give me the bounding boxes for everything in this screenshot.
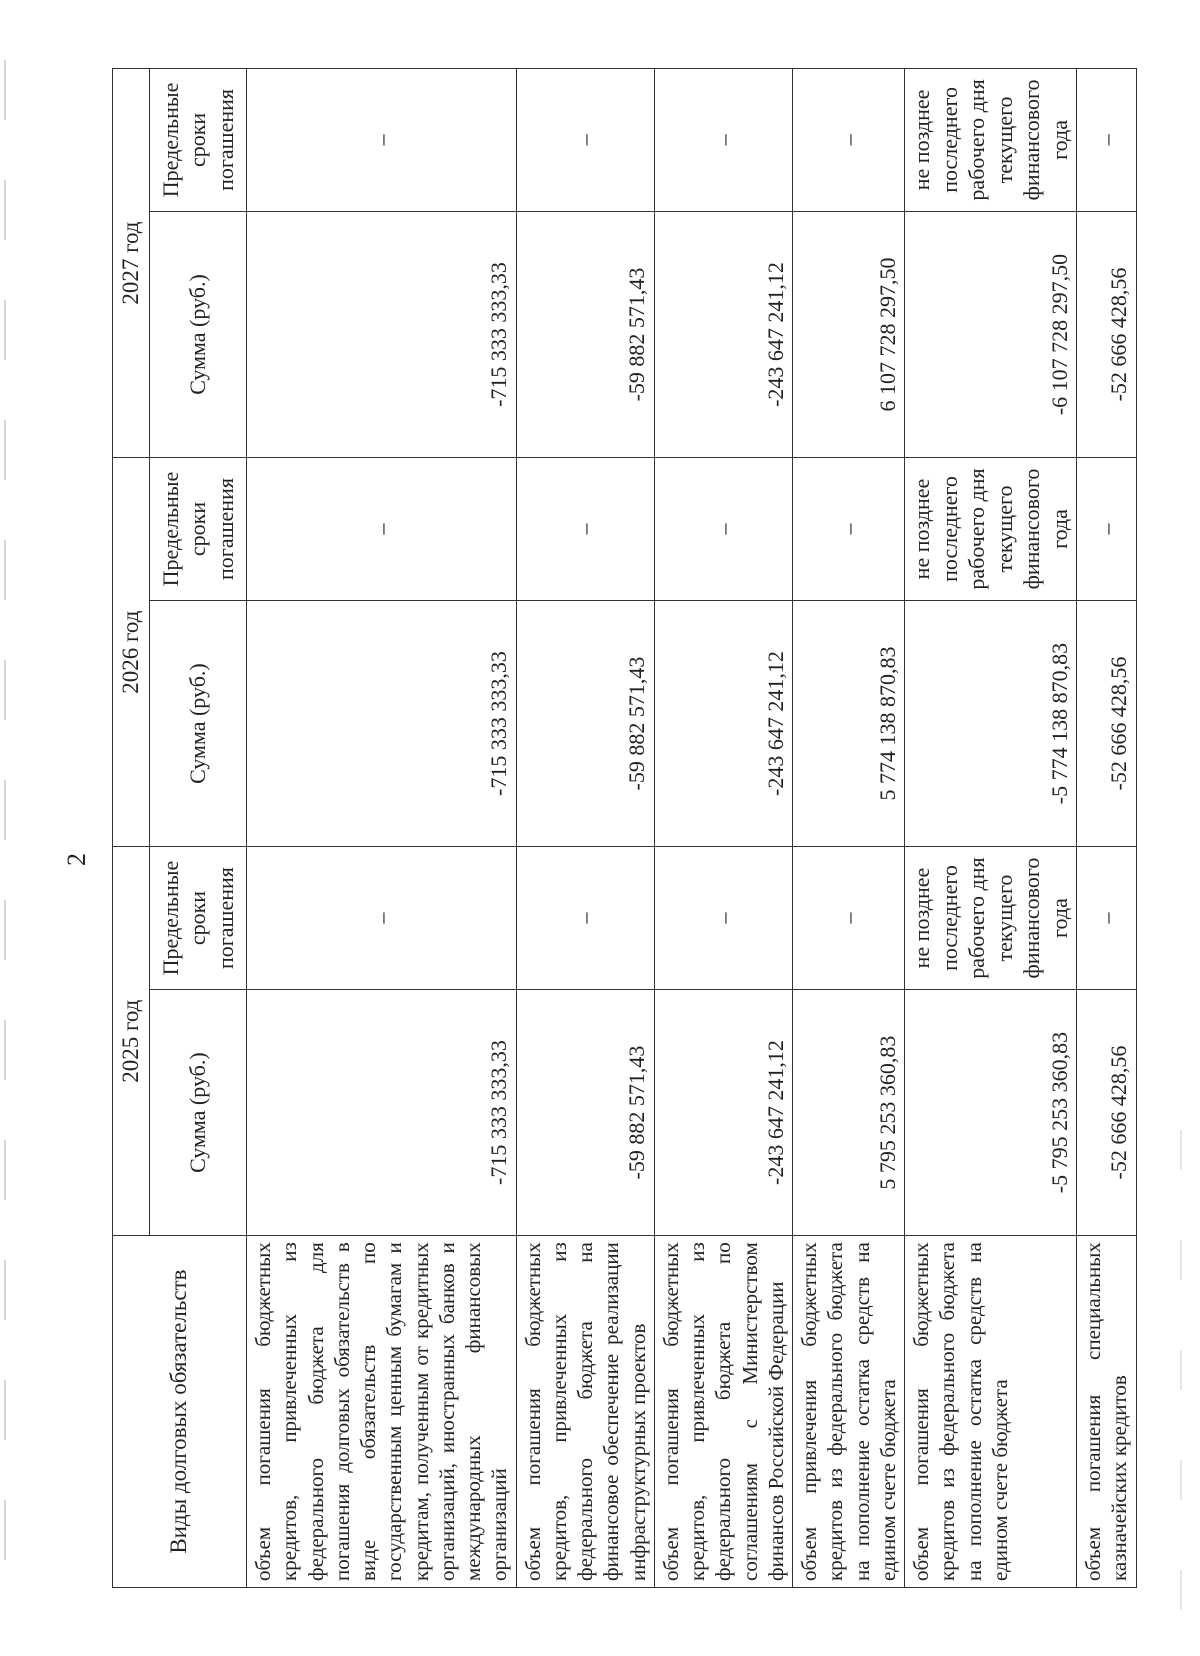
- sum-cell: -715 333 333,33: [247, 211, 517, 457]
- header-sum-2025: Сумма (руб.): [150, 989, 247, 1235]
- sum-cell: -243 647 241,12: [654, 989, 792, 1235]
- sum-cell: -5 774 138 870,83: [905, 600, 1077, 846]
- term-cell: не позднее последнего рабочего дня текущего финансового года: [905, 847, 1077, 990]
- table-row: [516, 69, 654, 1588]
- term-cell: –: [793, 847, 905, 990]
- debt-type-cell: объем привлечения бюджетных кредитов из федерального бюджета на пополнение остатка средств на едином счете бюджета: [793, 1236, 905, 1588]
- term-cell: не позднее последнего рабочего дня текущего финансового года: [905, 69, 1077, 212]
- sum-cell: -52 666 428,56: [1077, 600, 1137, 846]
- sum-cell: -715 333 333,33: [247, 600, 517, 846]
- debt-obligations-table: [112, 68, 1137, 1588]
- header-years-row: [113, 69, 150, 1588]
- sum-cell: -59 882 571,43: [516, 211, 654, 457]
- sum-cell: -5 795 253 360,83: [905, 989, 1077, 1235]
- sum-cell: -52 666 428,56: [1077, 989, 1137, 1235]
- table-row: [654, 69, 792, 1588]
- term-cell: –: [654, 847, 792, 990]
- sum-cell: -243 647 241,12: [654, 211, 792, 457]
- debt-type-cell: объем погашения бюджетных кредитов из федерального бюджета на пополнение остатка средств на едином счете бюджета: [905, 1236, 1077, 1588]
- debt-type-cell: объем погашения специальных казначейских кредитов: [1077, 1236, 1137, 1588]
- debt-type-cell: объем погашения бюджетных кредитов, привлеченных из федерального бюджета по соглашениям с Министерством финансов Российской Федерации: [654, 1236, 792, 1588]
- term-cell: –: [793, 69, 905, 212]
- term-cell: –: [1077, 69, 1137, 212]
- term-cell: –: [247, 458, 517, 601]
- term-cell: не позднее последнего рабочего дня текущего финансового года: [905, 458, 1077, 601]
- header-sum-2026: Сумма (руб.): [150, 600, 247, 846]
- term-cell: –: [654, 458, 792, 601]
- header-year-2025: 2025 год: [113, 847, 150, 1236]
- table-row: [793, 69, 905, 1588]
- sum-cell: -59 882 571,43: [516, 989, 654, 1235]
- sum-cell: 5 774 138 870,83: [793, 600, 905, 846]
- header-term-2027: Предельные сроки погашения: [150, 69, 247, 212]
- debt-type-cell: объем погашения бюджетных кредитов, привлеченных из федерального бюджета для погашения долговых обязательств в виде обязательств по государственным ценным бумагам и кредитам, полученным от кредитных организаций, иностранных банков и международных финансовых организаций: [247, 1236, 517, 1588]
- header-sum-2027: Сумма (руб.): [150, 211, 247, 457]
- page-number: 2: [62, 853, 91, 866]
- sum-cell: -52 666 428,56: [1077, 211, 1137, 457]
- term-cell: –: [1077, 847, 1137, 990]
- sum-cell: -715 333 333,33: [247, 989, 517, 1235]
- table-row: [1077, 69, 1137, 1588]
- header-year-2027: 2027 год: [113, 69, 150, 458]
- sum-cell: -6 107 728 297,50: [905, 211, 1077, 457]
- term-cell: –: [516, 458, 654, 601]
- header-term-2026: Предельные сроки погашения: [150, 458, 247, 601]
- term-cell: –: [516, 847, 654, 990]
- term-cell: –: [247, 847, 517, 990]
- debt-type-cell: объем погашения бюджетных кредитов, привлеченных из федерального бюджета на финансовое обеспечение реализации инфраструктурных проектов: [516, 1236, 654, 1588]
- term-cell: –: [516, 69, 654, 212]
- term-cell: –: [654, 69, 792, 212]
- sum-cell: 5 795 253 360,83: [793, 989, 905, 1235]
- header-debt-types: Виды долговых обязательств: [113, 1236, 247, 1588]
- header-term-2025: Предельные сроки погашения: [150, 847, 247, 990]
- term-cell: –: [247, 69, 517, 212]
- sum-cell: -59 882 571,43: [516, 600, 654, 846]
- table-row: [905, 69, 1077, 1588]
- table-row: [247, 69, 517, 1588]
- term-cell: –: [1077, 458, 1137, 601]
- sum-cell: 6 107 728 297,50: [793, 211, 905, 457]
- term-cell: –: [793, 458, 905, 601]
- header-year-2026: 2026 год: [113, 458, 150, 847]
- sum-cell: -243 647 241,12: [654, 600, 792, 846]
